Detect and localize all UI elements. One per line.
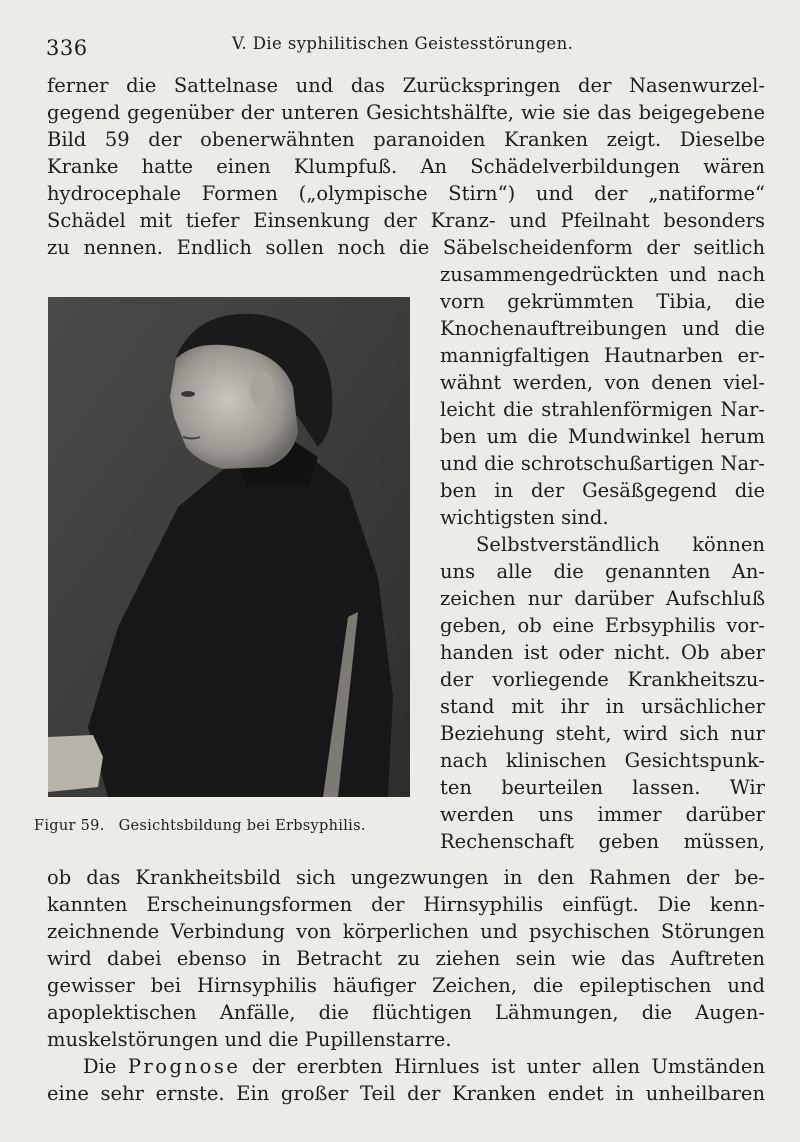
column-line: wichtigsten sind. <box>440 506 609 529</box>
text-line: Kranke hatte einen Klumpfuß. An Schädelverbildungen wären <box>47 155 765 178</box>
column-line: zusammengedrückten und nach <box>440 263 765 286</box>
text-line: gewisser bei Hirnsyphilis häufiger Zeichen, die epileptischen und <box>47 974 765 997</box>
column-line: Beziehung steht, wird sich nur <box>440 722 765 745</box>
page-number: 336 <box>46 36 88 60</box>
text-line: zu nennen. Endlich sollen noch die Säbelscheidenform der seitlich <box>47 236 765 259</box>
column-line: ben um die Mundwinkel herum <box>440 425 765 448</box>
text-line: gegend gegenüber der unteren Gesichtshälfte, wie sie das beigegebene <box>47 101 765 124</box>
column-line: Selbstverständlich können <box>476 533 765 556</box>
column-line: nach klinischen Gesichtspunk- <box>440 749 765 772</box>
text-line: kannten Erscheinungsformen der Hirnsyphilis einfügt. Die kenn- <box>47 893 765 916</box>
text-line: apoplektischen Anfälle, die flüchtigen Lähmungen, die Augen- <box>47 1001 765 1024</box>
column-line: werden uns immer darüber <box>440 803 765 826</box>
column-line: leicht die strahlenförmigen Nar- <box>440 398 765 421</box>
column-line: und die schrotschußartigen Nar- <box>440 452 765 475</box>
column-line: vorn gekrümmten Tibia, die <box>440 290 765 313</box>
portrait-photo <box>48 297 410 797</box>
text-line: ob das Krankheitsbild sich ungezwungen in den Rahmen der be- <box>47 866 765 889</box>
column-line: der vorliegende Krankheitszu- <box>440 668 765 691</box>
prognose-rest: der ererbten Hirnlues ist unter allen Umständen <box>240 1055 765 1078</box>
prognose-line <box>47 1053 765 1080</box>
prognose-word: Prognose <box>127 1055 241 1078</box>
text-line: eine sehr ernste. Ein großer Teil der Kranken endet in unheilbaren <box>47 1082 765 1105</box>
text-line: ferner die Sattelnase und das Zurückspringen der Nasenwurzel- <box>47 74 765 97</box>
column-line: Rechenschaft geben müssen, <box>440 830 765 853</box>
column-line: stand mit ihr in ursächlicher <box>440 695 765 718</box>
column-line: wähnt werden, von denen viel- <box>440 371 765 394</box>
column-line: uns alle die genannten An- <box>440 560 765 583</box>
text-line: wird dabei ebenso in Betracht zu ziehen sein wie das Auftreten <box>47 947 765 970</box>
page-header <box>46 30 766 60</box>
text-line: Bild 59 der obenerwähnten paranoiden Kranken zeigt. Dieselbe <box>47 128 765 151</box>
column-line: zeichen nur darüber Aufschluß <box>440 587 765 610</box>
column-line: Knochenauftreibungen und die <box>440 317 765 340</box>
text-line: Schädel mit tiefer Einsenkung der Kranz- und Pfeilnaht besonders <box>47 209 765 232</box>
caption-number: Figur 59. <box>34 818 105 834</box>
caption-text: Gesichtsbildung bei Erbsyphilis. <box>118 818 366 834</box>
column-line: geben, ob eine Erbsyphilis vor- <box>440 614 765 637</box>
column-line: ten beurteilen lassen. Wir <box>440 776 765 799</box>
prognose-prefix: Die <box>83 1055 128 1078</box>
figure-caption <box>34 818 424 834</box>
text-line: muskelstörungen und die Pupillenstarre. <box>47 1028 452 1051</box>
column-line: handen ist oder nicht. Ob aber <box>440 641 765 664</box>
portrait-illustration <box>48 297 410 797</box>
running-head: V. Die syphilitischen Geistesstörungen. <box>232 34 574 53</box>
column-line: mannigfaltigen Hautnarben er- <box>440 344 765 367</box>
column-line: ben in der Gesäßgegend die <box>440 479 765 502</box>
text-line: hydrocephale Formen („olympische Stirn“) und der „natiforme“ <box>47 182 765 205</box>
text-line: zeichnende Verbindung von körperlichen und psychischen Störungen <box>47 920 765 943</box>
